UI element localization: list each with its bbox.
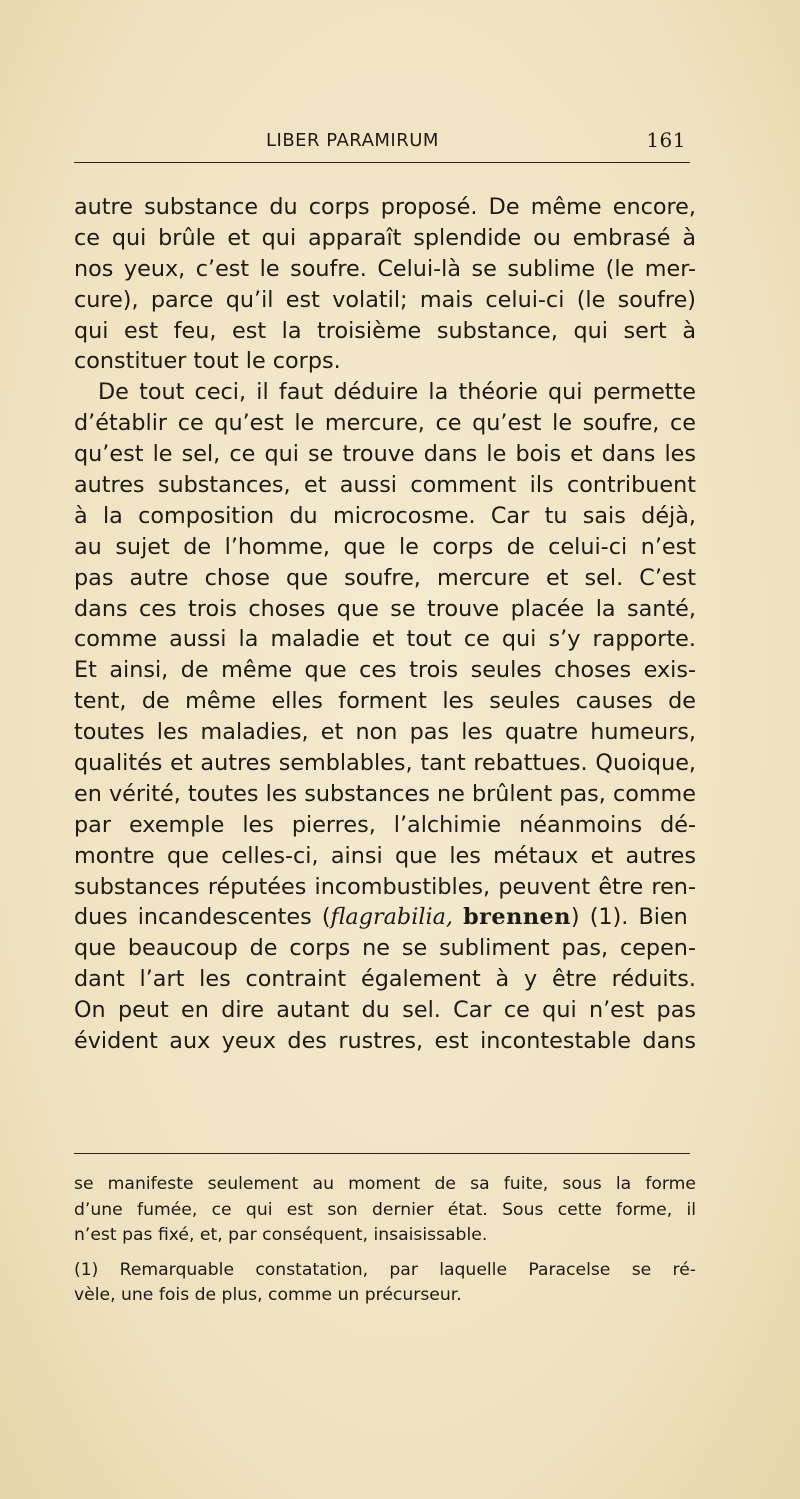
footnote-line: se manifeste seulement au moment de sa fuite, sous la forme <box>74 1174 696 1194</box>
footnote-rule <box>74 1153 690 1154</box>
text-line: On peut en dire autant du sel. Car ce qui n’est pas <box>74 997 696 1024</box>
text-line: Et ainsi, de même que ces trois seules choses exis- <box>74 657 696 684</box>
text-line: qui est feu, est la troisième substance, qui sert à <box>74 317 696 344</box>
footnote-line: n’est pas fixé, et, par conséquent, insaisissable. <box>74 1225 488 1245</box>
footnote-line: vèle, une fois de plus, comme un précurseur. <box>74 1285 462 1305</box>
page-number: 161 <box>646 128 686 152</box>
text-line: qualités et autres semblables, tant rebattues. Quoique, <box>74 750 696 777</box>
text-line: autre substance du corps proposé. De même encore, <box>74 194 696 220</box>
german-term: brennen <box>463 904 571 931</box>
text-line: cure), parce qu’il est volatil; mais celui-ci (le soufre) <box>74 286 696 313</box>
main-text <box>74 192 696 1057</box>
text-line: montre que celles-ci, ainsi que les métaux et autres <box>74 842 696 869</box>
text-line: toutes les maladies, et non pas les quatre humeurs, <box>74 719 696 746</box>
text-line: à la composition du microcosme. Car tu sais déjà, <box>74 502 696 529</box>
text-line <box>74 902 696 933</box>
text-line: substances réputées incombustibles, peuvent être ren- <box>74 873 696 900</box>
text-line: en vérité, toutes les substances ne brûlent pas, comme <box>74 780 696 807</box>
footnote-line: (1) Remarquable constatation, par laquelle Paracelse se ré- <box>74 1259 696 1280</box>
text-line: par exemple les pierres, l’alchimie néanmoins dé- <box>74 811 696 838</box>
running-title: LIBER PARAMIRUM <box>266 130 439 151</box>
text-line: pas autre chose que soufre, mercure et sel. C’est <box>74 564 696 591</box>
text-line: dant l’art les contraint également à y être réduits. <box>74 966 696 993</box>
footnotes <box>74 1172 696 1309</box>
text-line: dans ces trois choses que se trouve placée la santé, <box>74 595 696 622</box>
page-header <box>74 130 690 160</box>
text-line: d’établir ce qu’est le mercure, ce qu’est le soufre, ce <box>74 410 696 437</box>
text-line: ce qui brûle et qui apparaît splendide ou embrasé à <box>74 224 696 251</box>
text-line: que beaucoup de corps ne se subliment pas, cepen- <box>74 935 696 962</box>
text-line: De tout ceci, il faut déduire la théorie qui permette <box>98 379 696 406</box>
header-rule <box>74 162 690 163</box>
text-line: comme aussi la maladie et tout ce qui s’y rapporte. <box>74 626 696 653</box>
latin-term: flagrabilia, <box>330 904 453 931</box>
text-span: dues incandescentes ( <box>74 904 331 931</box>
text-line: constituer tout le corps. <box>74 348 341 375</box>
text-span: ) (1). Bien <box>570 904 688 931</box>
text-line: qu’est le sel, ce qui se trouve dans le bois et dans les <box>74 441 696 468</box>
footnote-line: d’une fumée, ce qui est son dernier état. Sous cette forme, il <box>74 1199 696 1220</box>
text-line: évident aux yeux des rustres, est incontestable dans <box>74 1028 696 1055</box>
text-line: autres substances, et aussi comment ils contribuent <box>74 472 696 499</box>
text-line: nos yeux, c’est le soufre. Celui-là se sublime (le mer- <box>74 255 696 282</box>
text-line: tent, de même elles forment les seules causes de <box>74 688 696 715</box>
text-line: au sujet de l’homme, que le corps de celui-ci n’est <box>74 533 696 560</box>
